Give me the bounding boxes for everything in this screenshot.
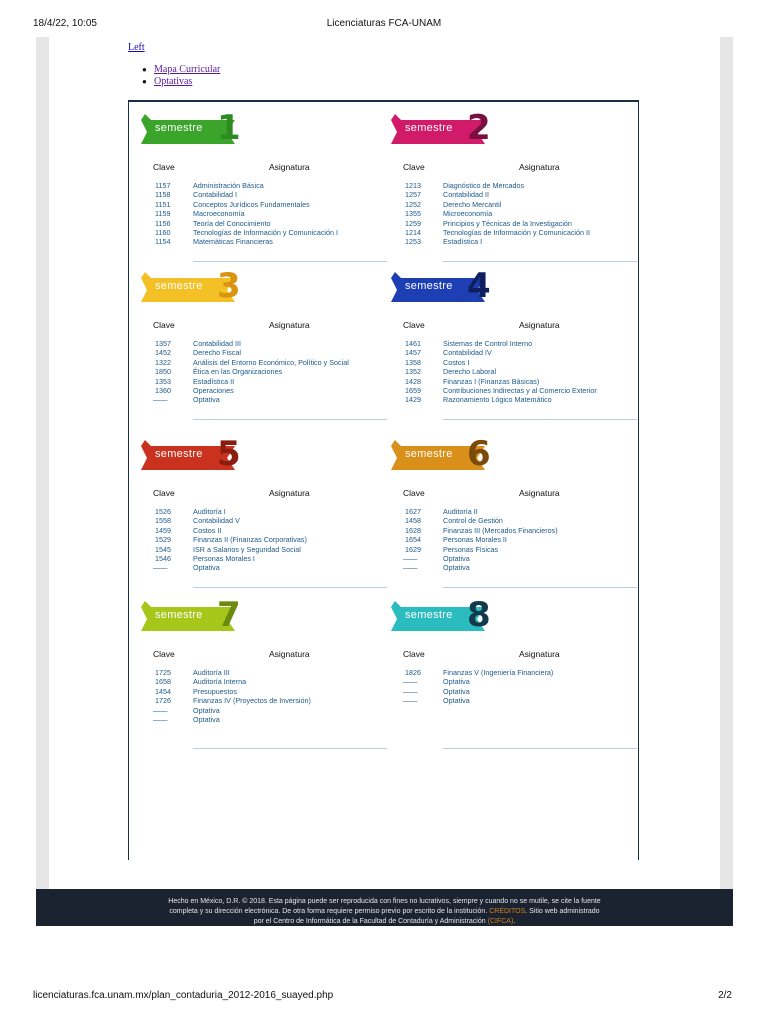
- subject-clave: 1726: [155, 696, 171, 706]
- subject-clave: ——: [403, 696, 418, 706]
- mapa-curricular-link[interactable]: Mapa Curricular: [154, 64, 221, 75]
- subject-list: [389, 181, 639, 247]
- semester-number: 5: [217, 434, 241, 474]
- subject-name: Estadística I: [443, 237, 483, 247]
- asignatura-header: Asignatura: [519, 162, 560, 172]
- semester-label: semestre: [405, 609, 453, 621]
- subject-name: Contabilidad III: [193, 339, 241, 348]
- subject-name: Principios y Técnicas de la Investigación: [443, 218, 572, 228]
- semester-ribbon: [389, 595, 499, 635]
- subject-row: [389, 209, 639, 218]
- subject-clave: 1157: [155, 181, 171, 190]
- subject-name: Optativa: [443, 696, 470, 706]
- subject-name: Contabilidad V: [193, 516, 240, 526]
- subject-clave: 1654: [405, 535, 421, 545]
- subject-name: Optativa: [443, 677, 470, 687]
- subject-row: [139, 358, 389, 367]
- subject-name: Derecho Mercantil: [443, 199, 502, 209]
- semester-number: 7: [217, 595, 241, 635]
- section-divider: [193, 261, 387, 262]
- clave-header: Clave: [403, 162, 425, 172]
- subject-clave: 1253: [405, 237, 421, 247]
- subject-name: Conceptos Jurídicos Fundamentales: [193, 199, 310, 209]
- print-page-number: 2/2: [718, 990, 732, 1001]
- subject-name: Costos I: [443, 357, 470, 367]
- subject-clave: 1357: [155, 339, 171, 348]
- asignatura-header: Asignatura: [519, 649, 560, 659]
- subject-list: [139, 668, 389, 724]
- curriculum-map: [128, 100, 639, 860]
- subject-clave: 1360: [155, 385, 171, 395]
- subject-row: [139, 687, 389, 696]
- clave-header: Clave: [403, 488, 425, 498]
- section-divider: [443, 261, 637, 262]
- subject-clave: 1558: [155, 516, 171, 526]
- section-divider: [443, 748, 637, 749]
- asignatura-header: Asignatura: [269, 488, 310, 498]
- subject-clave: 1461: [405, 339, 421, 348]
- subject-name: Finanzas III (Mercados Financieros): [443, 525, 558, 535]
- subject-row: [389, 219, 639, 228]
- subject-name: Optativa: [443, 563, 470, 573]
- legal-footer: [36, 889, 733, 926]
- subject-name: Optativa: [443, 553, 470, 563]
- creditos-link[interactable]: CRÉDITOS: [489, 908, 526, 915]
- subject-name: Razonamiento Lógico Matemático: [443, 395, 552, 405]
- subject-list: [139, 181, 389, 247]
- subject-clave: 1545: [155, 544, 171, 554]
- subject-name: Operaciones: [193, 385, 234, 395]
- subject-row: [389, 507, 639, 516]
- semester-ribbon: [389, 434, 499, 474]
- legal-text: por el Centro de Informática de la Facultad de Contaduría y Administración: [253, 918, 486, 925]
- legal-line-1: Hecho en México, D.R. © 2018. Esta página puede ser reproducida con fines no lucrativos, siempre y cuando no se mutile, se cite la fuente: [168, 898, 601, 905]
- semester-label: semestre: [405, 122, 453, 134]
- subject-row: [389, 535, 639, 544]
- subject-clave: 1458: [405, 516, 421, 526]
- subject-clave: 1154: [155, 237, 171, 247]
- semester-ribbon: [389, 108, 499, 148]
- legal-line-3: [36, 917, 733, 927]
- subject-name: Macroeconomía: [193, 209, 245, 219]
- subject-name: Personas Físicas: [443, 544, 499, 554]
- subject-row: [139, 516, 389, 525]
- subject-name: Matemáticas Financieras: [193, 237, 273, 247]
- subject-name: Finanzas II (Finanzas Corporativas): [193, 535, 307, 545]
- clave-header: Clave: [153, 488, 175, 498]
- subject-clave: 1353: [155, 376, 171, 386]
- section-divider: [443, 587, 637, 588]
- subject-name: Costos II: [193, 525, 222, 535]
- subject-row: [389, 190, 639, 199]
- subject-name: Auditoría III: [193, 668, 230, 677]
- semester-ribbon: [139, 595, 249, 635]
- asignatura-header: Asignatura: [269, 320, 310, 330]
- subject-name: Administración Básica: [193, 181, 264, 190]
- subject-row: [139, 219, 389, 228]
- subject-clave: 1259: [405, 218, 421, 228]
- subject-clave: 1628: [405, 525, 421, 535]
- subject-clave: 1725: [155, 668, 171, 677]
- subject-clave: 1252: [405, 199, 421, 209]
- subject-row: [139, 237, 389, 246]
- subject-name: Derecho Laboral: [443, 367, 497, 377]
- subject-row: [389, 181, 639, 190]
- semester-label: semestre: [155, 122, 203, 134]
- subject-row: [389, 516, 639, 525]
- subject-name: ISR a Salarios y Seguridad Social: [193, 544, 301, 554]
- semester-ribbon: [139, 266, 249, 306]
- subject-name: Optativa: [193, 705, 220, 715]
- subject-name: Tecnologías de Información y Comunicación II: [443, 227, 591, 237]
- subject-clave: 1546: [155, 553, 171, 563]
- print-url: licenciaturas.fca.unam.mx/plan_contaduria_2012-2016_suayed.php: [33, 990, 334, 1001]
- subject-name: Ética en las Organizaciones: [193, 367, 283, 377]
- subject-row: [389, 545, 639, 554]
- semester-label: semestre: [155, 609, 203, 621]
- subject-clave: 1257: [405, 190, 421, 200]
- subject-row: [389, 377, 639, 386]
- subject-row: [139, 526, 389, 535]
- subject-clave: 1826: [405, 668, 421, 677]
- subject-clave: 1629: [405, 544, 421, 554]
- subject-clave: 1659: [405, 385, 421, 395]
- semester-number: 2: [467, 108, 491, 148]
- subject-list: [389, 668, 639, 706]
- clave-header: Clave: [153, 320, 175, 330]
- subject-clave: 1322: [155, 357, 171, 367]
- subject-row: [139, 668, 389, 677]
- subject-clave: 1627: [405, 507, 421, 516]
- subject-row: [389, 237, 639, 246]
- subject-clave: ——: [403, 553, 418, 563]
- subject-name: Optativa: [193, 563, 220, 573]
- subject-name: Presupuestos: [193, 686, 237, 696]
- semester-number: 6: [467, 434, 491, 474]
- subject-clave: 1358: [405, 357, 421, 367]
- subject-row: [139, 535, 389, 544]
- subject-name: Finanzas V (Ingeniería Financiera): [443, 668, 554, 677]
- clave-header: Clave: [403, 649, 425, 659]
- subject-row: [139, 395, 389, 404]
- subject-clave: ——: [403, 677, 418, 687]
- section-divider: [193, 748, 387, 749]
- print-title: Licenciaturas FCA-UNAM: [326, 18, 442, 29]
- subject-name: Auditoría Interna: [193, 677, 247, 687]
- subject-clave: 1452: [155, 348, 171, 358]
- subject-clave: 1526: [155, 507, 171, 516]
- subject-row: [389, 339, 639, 348]
- subject-clave: 1158: [155, 190, 171, 200]
- cifca-link[interactable]: (CIFCA): [487, 918, 514, 925]
- section-divider: [193, 419, 387, 420]
- subject-row: [389, 554, 639, 563]
- subject-row: [139, 190, 389, 199]
- subject-row: [389, 367, 639, 376]
- subject-clave: 1151: [155, 199, 171, 209]
- subject-row: [389, 677, 639, 686]
- subject-name: Análisis del Entorno Económico, Político y Social: [193, 357, 349, 367]
- subject-clave: 1160: [155, 227, 171, 237]
- subject-row: [389, 395, 639, 404]
- subject-name: Finanzas IV (Proyectos de Inversión): [193, 696, 311, 706]
- semester-number: 3: [217, 266, 241, 306]
- subject-name: Control de Gestión: [443, 516, 503, 526]
- subject-list: [389, 339, 639, 405]
- subject-row: [389, 696, 639, 705]
- subject-row: [139, 367, 389, 376]
- asignatura-header: Asignatura: [269, 649, 310, 659]
- section-divider: [193, 587, 387, 588]
- subject-name: Sistemas de Control Interno: [443, 339, 533, 348]
- legal-text: completa y su dirección electrónica. De otra forma requiere permiso previo por escrito de la institución.: [169, 908, 488, 915]
- subject-list: [389, 507, 639, 573]
- subject-name: Finanzas I (Finanzas Básicas): [443, 376, 540, 386]
- subject-clave: 1459: [155, 525, 171, 535]
- semester-number: 8: [467, 595, 491, 635]
- bullet-icon: ●: [142, 77, 147, 86]
- subject-name: Diagnóstico de Mercados: [443, 181, 525, 190]
- legal-line-2: [36, 907, 733, 917]
- subject-row: [389, 228, 639, 237]
- subject-name: Contabilidad I: [193, 190, 237, 200]
- subject-row: [389, 687, 639, 696]
- subject-name: Tecnologías de Información y Comunicación I: [193, 227, 339, 237]
- subject-clave: 1529: [155, 535, 171, 545]
- subject-clave: ——: [403, 686, 418, 696]
- subject-row: [139, 545, 389, 554]
- subject-name: Auditoría II: [443, 507, 478, 516]
- subject-name: Personas Morales I: [193, 553, 255, 563]
- semester-label: semestre: [405, 280, 453, 292]
- subject-row: [139, 507, 389, 516]
- subject-name: Personas Morales II: [443, 535, 507, 545]
- subject-row: [139, 554, 389, 563]
- subject-row: [389, 358, 639, 367]
- semester-label: semestre: [405, 448, 453, 460]
- semester-label: semestre: [155, 448, 203, 460]
- left-link[interactable]: Left: [128, 42, 145, 53]
- print-datetime: 18/4/22, 10:05: [33, 18, 97, 29]
- subject-row: [389, 348, 639, 357]
- clave-header: Clave: [153, 649, 175, 659]
- subject-row: [139, 715, 389, 724]
- subject-clave: 1214: [405, 227, 421, 237]
- legal-text: . Sitio web administrado: [525, 908, 600, 915]
- subject-name: Contabilidad IV: [443, 348, 492, 358]
- subject-clave: 1850: [155, 367, 171, 377]
- subject-list: [139, 339, 389, 405]
- subject-row: [389, 526, 639, 535]
- subject-clave: 1457: [405, 348, 421, 358]
- legal-text: .: [513, 918, 516, 925]
- subject-name: Derecho Fiscal: [193, 348, 241, 358]
- subject-row: [139, 348, 389, 357]
- subject-clave: 1428: [405, 376, 421, 386]
- subject-row: [139, 209, 389, 218]
- subject-clave: ——: [153, 395, 168, 405]
- subject-row: [139, 696, 389, 705]
- clave-header: Clave: [403, 320, 425, 330]
- semester-label: semestre: [155, 280, 203, 292]
- subject-clave: 1355: [405, 209, 421, 219]
- subject-clave: 1454: [155, 686, 171, 696]
- subject-clave: 1156: [155, 218, 171, 228]
- subject-row: [139, 706, 389, 715]
- subject-clave: ——: [403, 563, 418, 573]
- subject-clave: ——: [153, 563, 168, 573]
- subject-name: Microeconomía: [443, 209, 493, 219]
- semester-ribbon: [139, 108, 249, 148]
- section-divider: [443, 419, 637, 420]
- subject-name: Auditoría I: [193, 507, 226, 516]
- subject-row: [139, 181, 389, 190]
- subject-row: [139, 563, 389, 572]
- subject-clave: 1159: [155, 209, 171, 219]
- subject-row: [139, 677, 389, 686]
- subject-name: Optativa: [443, 686, 470, 696]
- asignatura-header: Asignatura: [519, 488, 560, 498]
- subject-name: Optativa: [193, 714, 220, 724]
- subject-clave: 1429: [405, 395, 421, 405]
- asignatura-header: Asignatura: [269, 162, 310, 172]
- subject-name: Contabilidad II: [443, 190, 489, 200]
- subject-row: [389, 386, 639, 395]
- subject-name: Optativa: [193, 395, 220, 405]
- subject-row: [139, 339, 389, 348]
- subject-clave: ——: [153, 714, 168, 724]
- subject-list: [139, 507, 389, 573]
- subject-row: [389, 200, 639, 209]
- print-header: [0, 16, 768, 32]
- clave-header: Clave: [153, 162, 175, 172]
- subject-row: [389, 563, 639, 572]
- semester-ribbon: [139, 434, 249, 474]
- semester-number: 4: [467, 266, 491, 306]
- subject-row: [139, 377, 389, 386]
- semester-number: 1: [217, 108, 241, 148]
- optativas-link[interactable]: Optativas: [154, 76, 193, 87]
- subject-row: [139, 228, 389, 237]
- asignatura-header: Asignatura: [519, 320, 560, 330]
- subject-clave: 1658: [155, 677, 171, 687]
- semester-ribbon: [389, 266, 499, 306]
- subject-clave: 1352: [405, 367, 421, 377]
- subject-row: [139, 200, 389, 209]
- subject-name: Contribuciones Indirectas y al Comercio Exterior: [443, 385, 597, 395]
- subject-name: Teoría del Conocimiento: [193, 218, 271, 228]
- subject-row: [389, 668, 639, 677]
- subject-clave: ——: [153, 705, 168, 715]
- subject-name: Estadística II: [193, 376, 235, 386]
- subject-clave: 1213: [405, 181, 421, 190]
- bullet-icon: ●: [142, 65, 147, 74]
- subject-row: [139, 386, 389, 395]
